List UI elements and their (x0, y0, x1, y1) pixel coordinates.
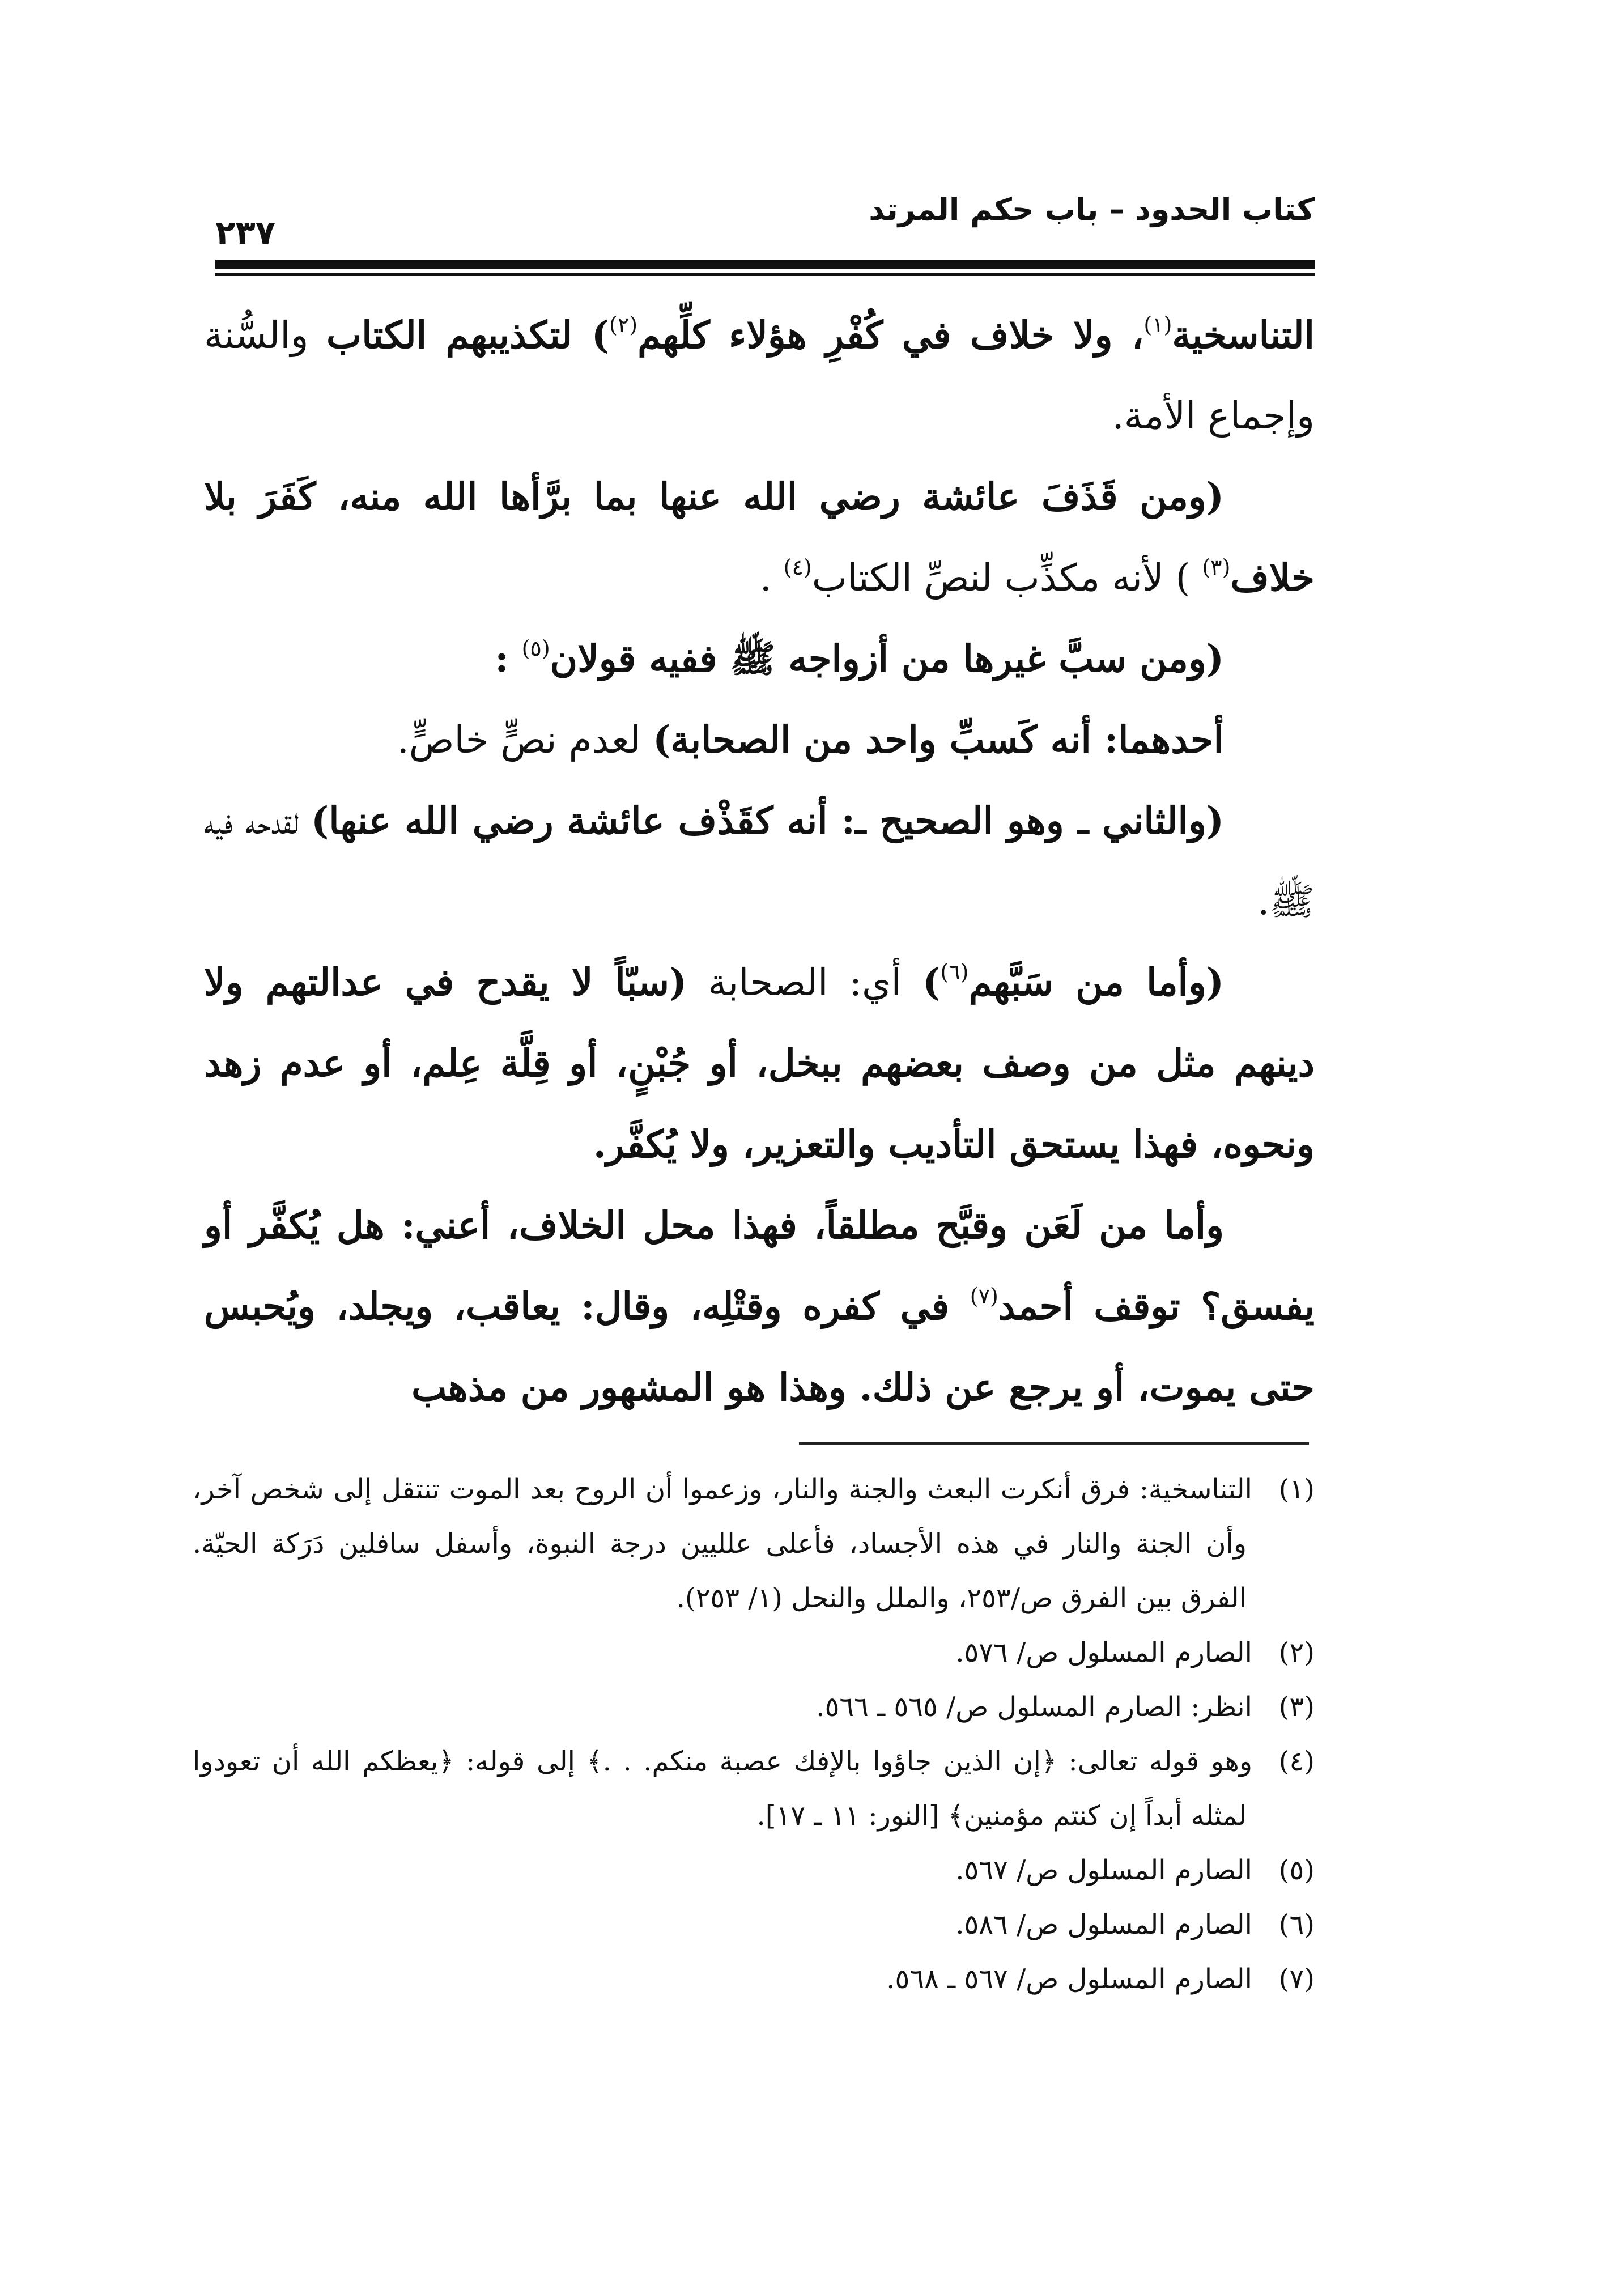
header-rule-thin (215, 273, 1315, 276)
paragraph-3 (204, 618, 1315, 699)
footnote-separator (799, 1442, 1309, 1445)
paragraph-6 (204, 942, 1315, 1185)
p7-text-1: وأما من لَعَن وقبَّح مطلقاً، فهذا محل الخلاف، أعني: هل يُكفَّر أو يفسق؟ توقف أحمد (204, 1203, 1315, 1328)
footnote-ref-6: (٦) (940, 959, 969, 984)
page-header (215, 187, 1315, 255)
footnote-number: (٧) (1278, 1963, 1315, 1995)
main-text (204, 295, 1315, 1428)
paragraph-4 (204, 699, 1315, 780)
footnote-ref-3: (٣) (1202, 555, 1231, 580)
p5-text-1: (والثاني ـ وهو الصحيح ـ: أنه كقَذْف عائشة رضي الله عنها) (311, 799, 1224, 843)
p1-text-3: ) لتكذيبهم الكتاب (326, 313, 609, 357)
p2-text-1: (ومن قَذَفَ عائشة رضي الله عنها بما برَّأها الله منه، كَفَرَ بلا خلاف (204, 474, 1315, 600)
footnote-number: (١) (1278, 1474, 1315, 1505)
page-number: ٢٣٧ (215, 213, 276, 252)
p4-text-1: أحدهما: أنه كَسبِّ واحد من الصحابة) (653, 717, 1224, 762)
p6-text-2: ) (922, 960, 941, 1004)
footnote-7 (193, 1952, 1315, 2006)
footnote-ref-1: (١) (1143, 312, 1172, 337)
footnote-6 (193, 1897, 1315, 1952)
footnote-text: الصارم المسلول ص/ ٥٧٦. (955, 1637, 1252, 1668)
running-header-title: كتاب الحدود – باب حكم المرتد (869, 192, 1315, 227)
footnote-text: انظر: الصارم المسلول ص/ ٥٦٥ ـ ٥٦٦. (816, 1691, 1252, 1723)
footnote-3 (193, 1680, 1315, 1734)
footnote-number: (٤) (1278, 1746, 1315, 1777)
p7-text-2: في كفره وقتْلِه، وقال: يعاقب، ويجلد، ويُحبس حتى يموت، أو يرجع عن ذلك. وهذا هو المشهور من مذهب (204, 1284, 1315, 1409)
footnote-number: (٣) (1278, 1691, 1315, 1723)
header-rule-thick (215, 260, 1315, 269)
footnote-2 (193, 1625, 1315, 1680)
p1-text-1: التناسخية (1172, 313, 1315, 357)
p6-text-4: (سبّاً لا يقدح في عدالتهم ولا دينهم مثل من وصف بعضهم ببخل، أو جُبْنٍ، أو قِلَّة عِلم، أو عدم زهد ونحوه، فهذا يستحق التأديب والتعزير، ولا يُكفَّر. (204, 960, 1315, 1166)
p5-text-2: لقدحه فيه ﷺ. (204, 799, 1315, 923)
footnotes (193, 1462, 1315, 2006)
footnote-ref-2: (٢) (609, 312, 638, 337)
p2-text-3: . (759, 556, 784, 600)
paragraph-1 (204, 295, 1315, 456)
footnote-number: (٢) (1278, 1637, 1315, 1668)
footnote-number: (٥) (1278, 1854, 1315, 1886)
p1-text-4: والسُّنة وإجماع الأمة. (204, 313, 1315, 438)
p1-text-2: ، ولا خلاف في كُفْرِ هؤلاء كلِّهم (637, 313, 1144, 357)
p3-text-1: (ومن سبَّ غيرها من أزواجه ﷺ ففيه قولان (550, 636, 1224, 681)
footnote-4 (193, 1734, 1315, 1843)
footnote-ref-4: (٤) (783, 555, 812, 580)
paragraph-5 (204, 780, 1315, 942)
paragraph-7 (204, 1185, 1315, 1428)
footnote-text: الصارم المسلول ص/ ٥٨٦. (955, 1909, 1252, 1940)
footnote-ref-5: (٥) (521, 636, 550, 661)
footnote-number: (٦) (1278, 1909, 1315, 1940)
footnote-1 (193, 1462, 1315, 1625)
p4-text-2: لعدم نصٍّ خاصٍّ. (397, 718, 653, 762)
footnote-text: التناسخية: فرق أنكرت البعث والجنة والنار، وزعموا أن الروح بعد الموت تنتقل إلى شخص آخر، وأن الجنة والنار في هذه الأجساد، فأعلى علليين درجة النبوة، وأسفل سافلين دَرَكة الحيّة. الفرق بين الفرق ص/٢٥٣، والملل والنحل (١/ ٢٥٣). (193, 1474, 1252, 1614)
footnote-5 (193, 1843, 1315, 1897)
footnote-text: الصارم المسلول ص/ ٥٦٧. (955, 1854, 1252, 1886)
p6-text-3: أي: الصحابة (687, 961, 923, 1004)
paragraph-2 (204, 456, 1315, 618)
p2-text-2: ) لأنه مكذِّب لنصِّ الكتاب (811, 556, 1202, 600)
p6-text-1: (وأما من سَبَّهم (968, 960, 1224, 1004)
p3-text-2: : (495, 636, 522, 681)
footnote-text: وهو قوله تعالى: ﴿إن الذين جاؤوا بالإفك عصبة منكم. . .﴾ إلى قوله: ﴿يعظكم الله أن تعودوا لمثله أبداً إن كنتم مؤمنين﴾ [النور: ١١ ـ ١٧]. (193, 1746, 1252, 1832)
footnote-text: الصارم المسلول ص/ ٥٦٧ ـ ٥٦٨. (886, 1963, 1252, 1995)
footnote-ref-7: (٧) (970, 1284, 998, 1309)
